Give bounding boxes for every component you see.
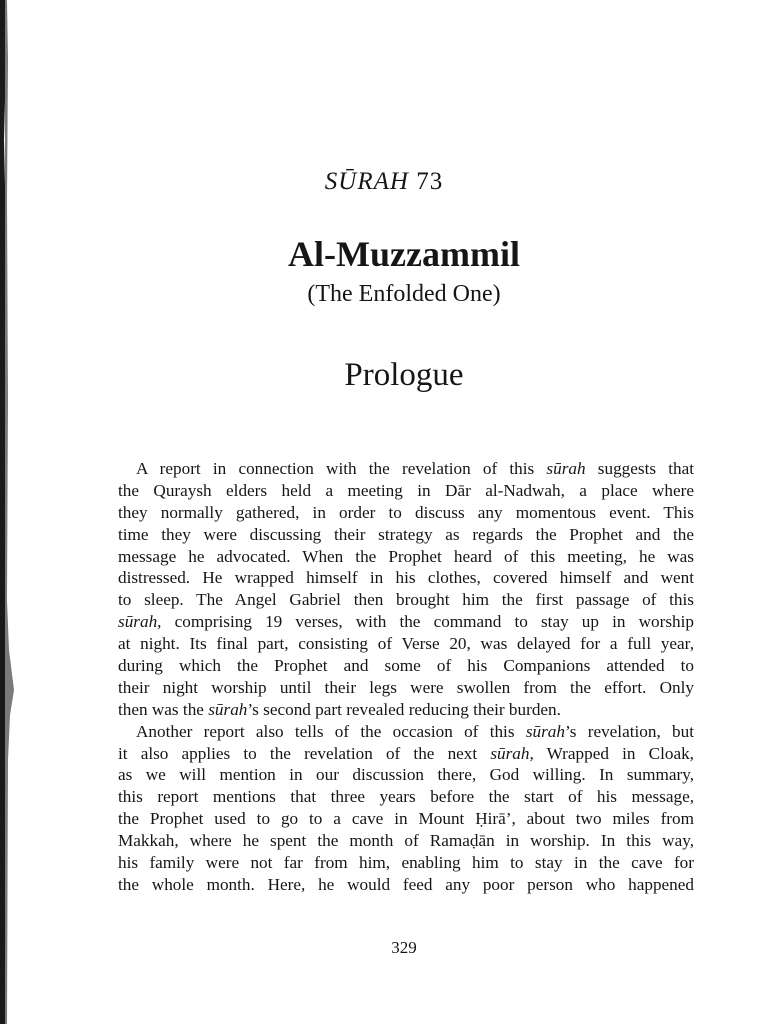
text-line <box>118 830 694 852</box>
text-segment: it also applies to the revelation of the next <box>118 743 491 763</box>
text-line <box>118 567 694 589</box>
text-segment: distressed. He wrapped himself in his clothes, covered himself and went <box>118 568 694 588</box>
text-segment: comprising 19 verses, with the command to stay up in worship <box>161 612 694 632</box>
surah-subtitle: (The Enfolded One) <box>307 281 501 307</box>
text-line <box>118 786 694 808</box>
surah-word: SŪRAH <box>324 168 409 195</box>
italic-term: sūrah, <box>490 743 534 763</box>
text-line <box>118 633 694 655</box>
text-line <box>118 699 694 721</box>
text-segment: then was the <box>118 699 209 719</box>
text-line <box>118 677 694 699</box>
text-segment: during which the Prophet and some of his Companions attended to <box>118 656 694 676</box>
text-segment: ’s second part revealed reducing their burden. <box>247 699 561 719</box>
text-segment: their night worship until their legs were swollen from the effort. Only <box>118 677 694 697</box>
text-line <box>118 589 694 611</box>
surah-number: 73 <box>416 168 444 195</box>
italic-term: sūrah <box>525 721 565 741</box>
text-line <box>118 655 694 677</box>
text-line <box>118 808 694 830</box>
scan-edge-shadow <box>0 0 14 1024</box>
section-title: Prologue <box>344 357 464 393</box>
text-line <box>118 611 694 633</box>
italic-term: sūrah, <box>118 612 162 632</box>
text-line <box>118 721 694 743</box>
text-segment: as we will mention in our discussion there, God willing. In summary, <box>118 765 694 785</box>
text-line <box>118 502 694 524</box>
italic-term: sūrah <box>208 699 248 719</box>
surah-number-heading <box>0 168 768 196</box>
text-segment: message he advocated. When the Prophet heard of this meeting, he was <box>118 546 694 566</box>
text-segment: ’s revelation, but <box>564 721 694 741</box>
text-line <box>118 852 694 874</box>
text-segment: Makkah, where he spent the month of Ramaḍān in worship. In this way, <box>118 831 694 851</box>
text-segment: the whole month. Here, he would feed any poor person who happened <box>118 874 694 894</box>
text-line <box>118 480 694 502</box>
text-segment: his family were not far from him, enabling him to stay in the cave for <box>118 853 694 873</box>
page-number: 329 <box>391 938 417 957</box>
text-segment: this report mentions that three years before the start of his message, <box>118 787 694 807</box>
text-line <box>118 874 694 896</box>
text-segment: Another report also tells of the occasion of this <box>136 721 526 741</box>
text-segment: the Prophet used to go to a cave in Mount Ḥirā’, about two miles from <box>118 809 694 829</box>
text-line <box>118 546 694 568</box>
body-text <box>118 458 694 896</box>
text-segment: at night. Its final part, consisting of Verse 20, was delayed for a full year, <box>118 634 694 654</box>
text-segment: time they were discussing their strategy as regards the Prophet and the <box>118 524 694 544</box>
text-segment: to sleep. The Angel Gabriel then brought him the first passage of this <box>118 590 694 610</box>
text-segment: Wrapped in Cloak, <box>533 743 694 763</box>
text-segment: A report in connection with the revelation of this <box>136 459 547 478</box>
italic-term: sūrah <box>546 459 586 478</box>
text-line <box>118 743 694 765</box>
text-segment: the Quraysh elders held a meeting in Dār al-Nadwah, a place where <box>118 480 694 500</box>
surah-title: Al-Muzzammil <box>288 234 520 274</box>
text-line <box>118 524 694 546</box>
text-segment: suggests that <box>585 459 694 478</box>
text-segment: they normally gathered, in order to discuss any momentous event. This <box>118 502 694 522</box>
text-line <box>118 764 694 786</box>
text-line <box>118 458 694 480</box>
